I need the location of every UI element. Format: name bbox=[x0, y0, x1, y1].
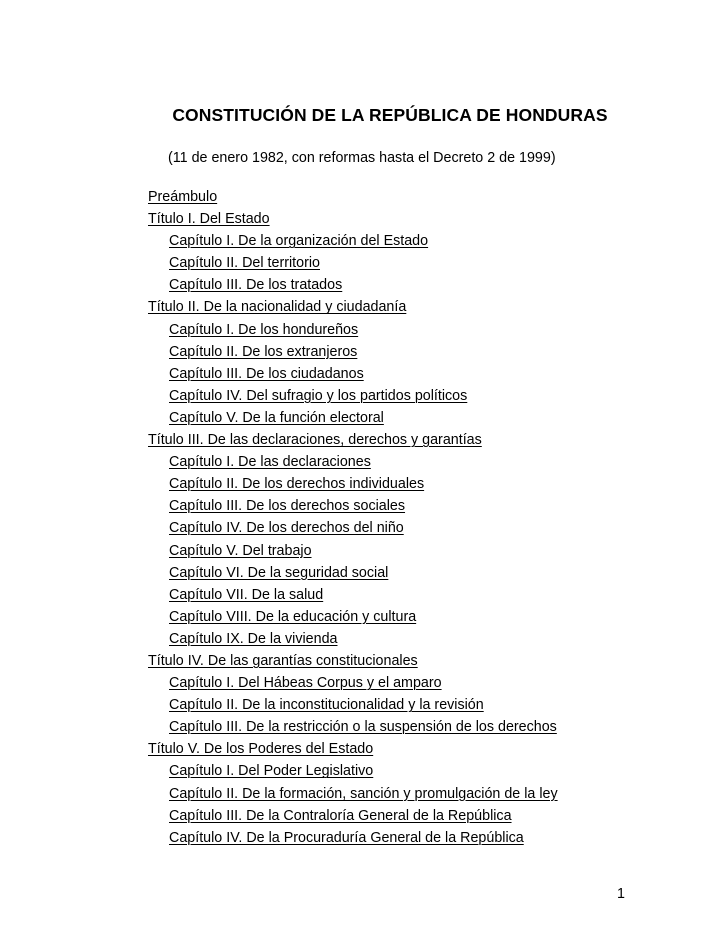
toc-chapter-link[interactable]: Capítulo II. De los derechos individuales bbox=[169, 476, 425, 493]
toc-chapter-item bbox=[148, 562, 558, 584]
toc-chapter-item bbox=[148, 628, 558, 650]
toc-chapter-item bbox=[148, 716, 558, 738]
toc-chapter-item bbox=[148, 584, 558, 606]
toc-chapter-link[interactable]: Capítulo I. De la organización del Estado bbox=[169, 233, 429, 250]
toc-section-link[interactable]: Título III. De las declaraciones, derechos y garantías bbox=[148, 432, 482, 449]
toc-chapter-item bbox=[148, 363, 558, 385]
toc-chapter-link[interactable]: Capítulo IV. De la Procuraduría General de la República bbox=[169, 829, 524, 846]
toc-chapter-link[interactable]: Capítulo IV. Del sufragio y los partidos políticos bbox=[169, 387, 468, 404]
toc-chapter-item bbox=[148, 760, 558, 782]
toc-chapter-item bbox=[148, 252, 558, 274]
toc-chapter-item bbox=[148, 407, 558, 429]
toc-chapter-link[interactable]: Capítulo I. Del Poder Legislativo bbox=[169, 763, 374, 780]
toc-section-item bbox=[148, 650, 558, 672]
toc-chapter-link[interactable]: Capítulo I. De los hondureños bbox=[169, 321, 359, 338]
toc-section-link[interactable]: Título V. De los Poderes del Estado bbox=[148, 741, 374, 758]
toc-section-item bbox=[148, 429, 558, 451]
toc-chapter-item bbox=[148, 495, 558, 517]
toc-chapter-item bbox=[148, 783, 558, 805]
toc-chapter-link[interactable]: Capítulo I. Del Hábeas Corpus y el amparo bbox=[169, 675, 442, 692]
toc-chapter-item bbox=[148, 341, 558, 363]
toc-chapter-link[interactable]: Capítulo III. De los ciudadanos bbox=[169, 365, 364, 382]
toc-chapter-link[interactable]: Capítulo VI. De la seguridad social bbox=[169, 564, 389, 581]
toc-chapter-link[interactable]: Capítulo III. De los derechos sociales bbox=[169, 498, 406, 515]
toc-section-link[interactable]: Preámbulo bbox=[148, 189, 218, 205]
toc-chapter-item bbox=[148, 451, 558, 473]
toc-section-link[interactable]: Título IV. De las garantías constitucionales bbox=[148, 652, 418, 669]
toc-chapter-item bbox=[148, 672, 558, 694]
toc-chapter-link[interactable]: Capítulo II. De la formación, sanción y promulgación de la ley bbox=[169, 785, 558, 802]
page-number: 1 bbox=[617, 886, 625, 902]
toc-chapter-link[interactable]: Capítulo VII. De la salud bbox=[169, 586, 324, 603]
document-title: CONSTITUCIÓN DE LA REPÚBLICA DE HONDURAS bbox=[172, 105, 608, 125]
toc-chapter-item bbox=[148, 473, 558, 495]
toc-chapter-item bbox=[148, 540, 558, 562]
toc-chapter-link[interactable]: Capítulo III. De la restricción o la suspensión de los derechos bbox=[169, 719, 557, 736]
toc-section-item bbox=[148, 738, 558, 760]
toc-chapter-link[interactable]: Capítulo II. De los extranjeros bbox=[169, 343, 358, 360]
toc-chapter-link[interactable]: Capítulo V. De la función electoral bbox=[169, 409, 384, 426]
toc-chapter-link[interactable]: Capítulo V. Del trabajo bbox=[169, 542, 312, 559]
toc-chapter-item bbox=[148, 274, 558, 296]
toc-section-item bbox=[148, 296, 558, 318]
toc-chapter-link[interactable]: Capítulo II. De la inconstitucionalidad y la revisión bbox=[169, 697, 484, 714]
toc-chapter-item bbox=[148, 385, 558, 407]
toc-chapter-item bbox=[148, 517, 558, 539]
toc-section-item bbox=[148, 186, 558, 208]
toc-chapter-item bbox=[148, 827, 558, 849]
toc-section-link[interactable]: Título II. De la nacionalidad y ciudadanía bbox=[148, 299, 407, 316]
document-subtitle: (11 de enero 1982, con reformas hasta el Decreto 2 de 1999) bbox=[168, 150, 556, 166]
toc-chapter-link[interactable]: Capítulo II. Del territorio bbox=[169, 255, 320, 272]
toc-chapter-link[interactable]: Capítulo VIII. De la educación y cultura bbox=[169, 608, 417, 625]
toc-chapter-link[interactable]: Capítulo IV. De los derechos del niño bbox=[169, 520, 404, 537]
toc-chapter-link[interactable]: Capítulo III. De los tratados bbox=[169, 277, 343, 294]
toc-chapter-item bbox=[148, 694, 558, 716]
toc-chapter-link[interactable]: Capítulo I. De las declaraciones bbox=[169, 454, 371, 471]
table-of-contents bbox=[148, 186, 558, 849]
toc-chapter-link[interactable]: Capítulo IX. De la vivienda bbox=[169, 630, 338, 647]
toc-chapter-item bbox=[148, 606, 558, 628]
toc-chapter-link[interactable]: Capítulo III. De la Contraloría General de la República bbox=[169, 807, 512, 824]
toc-chapter-item bbox=[148, 805, 558, 827]
toc-chapter-item bbox=[148, 319, 558, 341]
toc-section-link[interactable]: Título I. Del Estado bbox=[148, 211, 270, 228]
toc-section-item bbox=[148, 208, 558, 230]
toc-chapter-item bbox=[148, 230, 558, 252]
